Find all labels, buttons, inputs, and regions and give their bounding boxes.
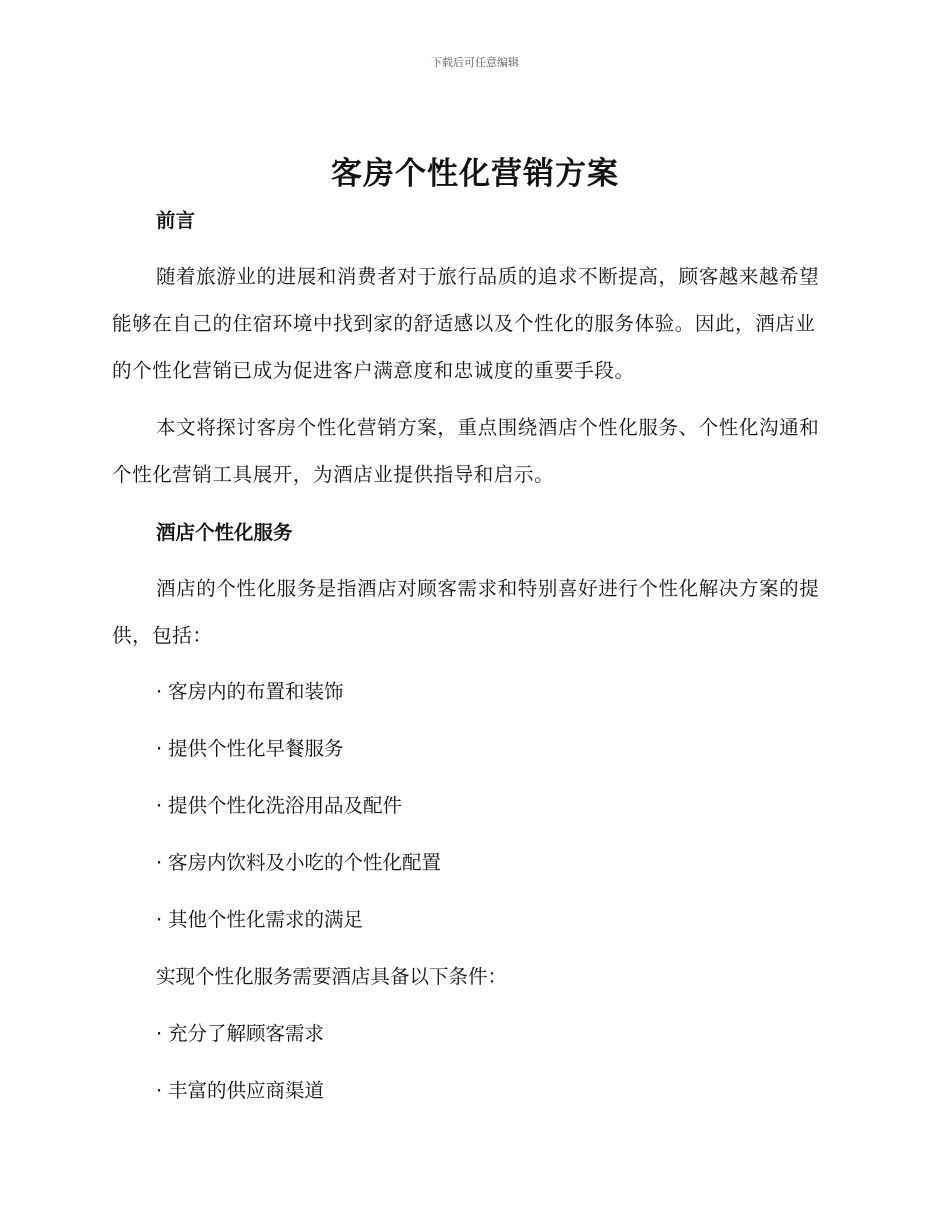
list-item (112, 1019, 832, 1049)
conditions-list (112, 1019, 832, 1106)
list-item-text: 客房内饮料及小吃的个性化配置 (168, 851, 442, 874)
preface-paragraph-1: 随着旅游业的进展和消费者对于旅行品质的追求不断提高，顾客越来越希望能够在自己的住宿环境中找到家的舒适感以及个性化的服务体验。因此，酒店业的个性化营销已成为促进客户满意度和忠诚度的重要手段。 (112, 265, 820, 382)
section-heading-service: 酒店个性化服务 (156, 521, 293, 544)
list-item (112, 791, 832, 821)
bullet-symbol: · (156, 737, 163, 760)
list-item-text: 提供个性化早餐服务 (168, 737, 344, 760)
list-item-text: 丰富的供应商渠道 (168, 1079, 325, 1102)
list-item-text: 客房内的布置和装饰 (168, 680, 344, 703)
bullet-symbol: · (156, 1022, 163, 1045)
list-item (112, 905, 832, 935)
service-intro-paragraph: 酒店的个性化服务是指酒店对顾客需求和特别喜好进行个性化解决方案的提供，包括： (112, 577, 820, 647)
bullet-symbol: · (156, 794, 163, 817)
list-item (112, 677, 832, 707)
conditions-intro: 实现个性化服务需要酒店具备以下条件： (156, 965, 508, 988)
bullet-symbol: · (156, 680, 163, 703)
list-item (112, 734, 832, 764)
bullet-symbol: · (156, 1079, 163, 1102)
preface-paragraph-2: 本文将探讨客房个性化营销方案，重点围绕酒店个性化服务、个性化沟通和个性化营销工具展开，为酒店业提供指导和启示。 (112, 416, 820, 486)
document-title: 客房个性化营销方案 (331, 156, 619, 192)
document-body (112, 206, 832, 1106)
list-item-text: 其他个性化需求的满足 (168, 908, 364, 931)
list-item (112, 848, 832, 878)
service-list (112, 677, 832, 935)
bullet-symbol: · (156, 908, 163, 931)
header-note: 下载后可任意编辑 (431, 56, 519, 69)
list-item-text: 充分了解顾客需求 (168, 1022, 325, 1045)
bullet-symbol: · (156, 851, 163, 874)
section-heading-preface: 前言 (156, 209, 196, 232)
list-item (112, 1076, 832, 1106)
list-item-text: 提供个性化洗浴用品及配件 (168, 794, 403, 817)
